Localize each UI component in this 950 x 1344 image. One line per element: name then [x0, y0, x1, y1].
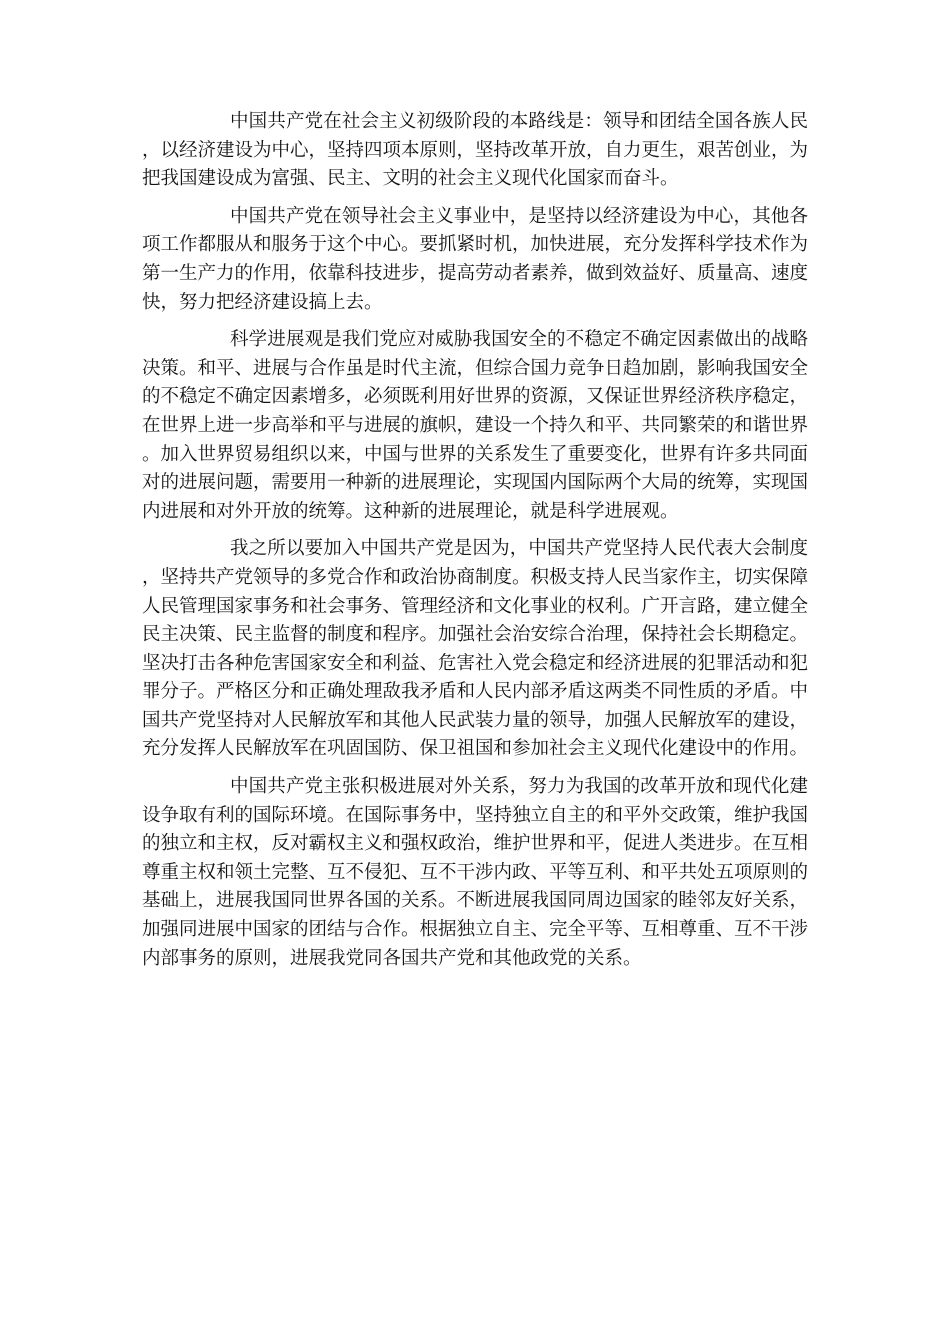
paragraph-5: 中国共产党主张积极进展对外关系，努力为我国的改革开放和现代化建设争取有利的国际环境。在国际事务中，坚持独立自主的和平外交政策，维护我国的独立和主权，反对霸权主义和强权政治，维护世界和平，促进人类进步。在互相尊重主权和领土完整、互不侵犯、互不干涉内政、平等互利、和平共处五项原则的基础上，进展我国同世界各国的关系。不断进展我国同周边国家的睦邻友好关系，加强同进展中国家的团结与合作。根据独立自主、完全平等、互相尊重、互不干涉内部事务的原则，进展我党同各国共产党和其他政党的关系。	[142, 776, 809, 969]
paragraph-2: 中国共产党在领导社会主义事业中，是坚持以经济建设为中心，其他各项工作都服从和服务于这个中心。要抓紧时机，加快进展，充分发挥科学技术作为第一生产力的作用，依靠科技进步，提高劳动者素养，做到效益好、质量高、速度快，努力把经济建设搞上去。	[142, 205, 809, 313]
document-body	[142, 108, 808, 982]
paragraph-1: 中国共产党在社会主义初级阶段的本路线是：领导和团结全国各族人民，以经济建设为中心，坚持四项本原则，坚持改革开放，自力更生，艰苦创业，为把我国建设成为富强、民主、文明的社会主义现代化国家而奋斗。	[142, 111, 809, 190]
paragraph-3: 科学进展观是我们党应对威胁我国安全的不稳定不确定因素做出的战略决策。和平、进展与合作虽是时代主流，但综合国力竞争日趋加剧，影响我国安全的不稳定不确定因素增多，必须既利用好世界的资源，又保证世界经济秩序稳定，在世界上进一步高举和平与进展的旗帜，建设一个持久和平、共同繁荣的和谐世界。加入世界贸易组织以来，中国与世界的关系发生了重要变化，世界有许多共同面对的进展问题，需要用一种新的进展理论，实现国内国际两个大局的统筹，实现国内进展和对外开放的统筹。这种新的进展理论，就是科学进展观。	[142, 329, 809, 522]
paragraph-4: 我之所以要加入中国共产党是因为，中国共产党坚持人民代表大会制度，坚持共产党领导的多党合作和政治协商制度。积极支持人民当家作主，切实保障人民管理国家事务和社会事务、管理经济和文化事业的权利。广开言路，建立健全民主决策、民主监督的制度和程序。加强社会治安综合治理，保持社会长期稳定。坚决打击各种危害国家安全和利益、危害社入党会稳定和经济进展的犯罪活动和犯罪分子。严格区分和正确处理敌我矛盾和人民内部矛盾这两类不同性质的矛盾。中国共产党坚持对人民解放军和其他人民武装力量的领导，加强人民解放军的建设，充分发挥人民解放军在巩固国防、保卫祖国和参加社会主义现代化建设中的作用。	[142, 538, 809, 760]
